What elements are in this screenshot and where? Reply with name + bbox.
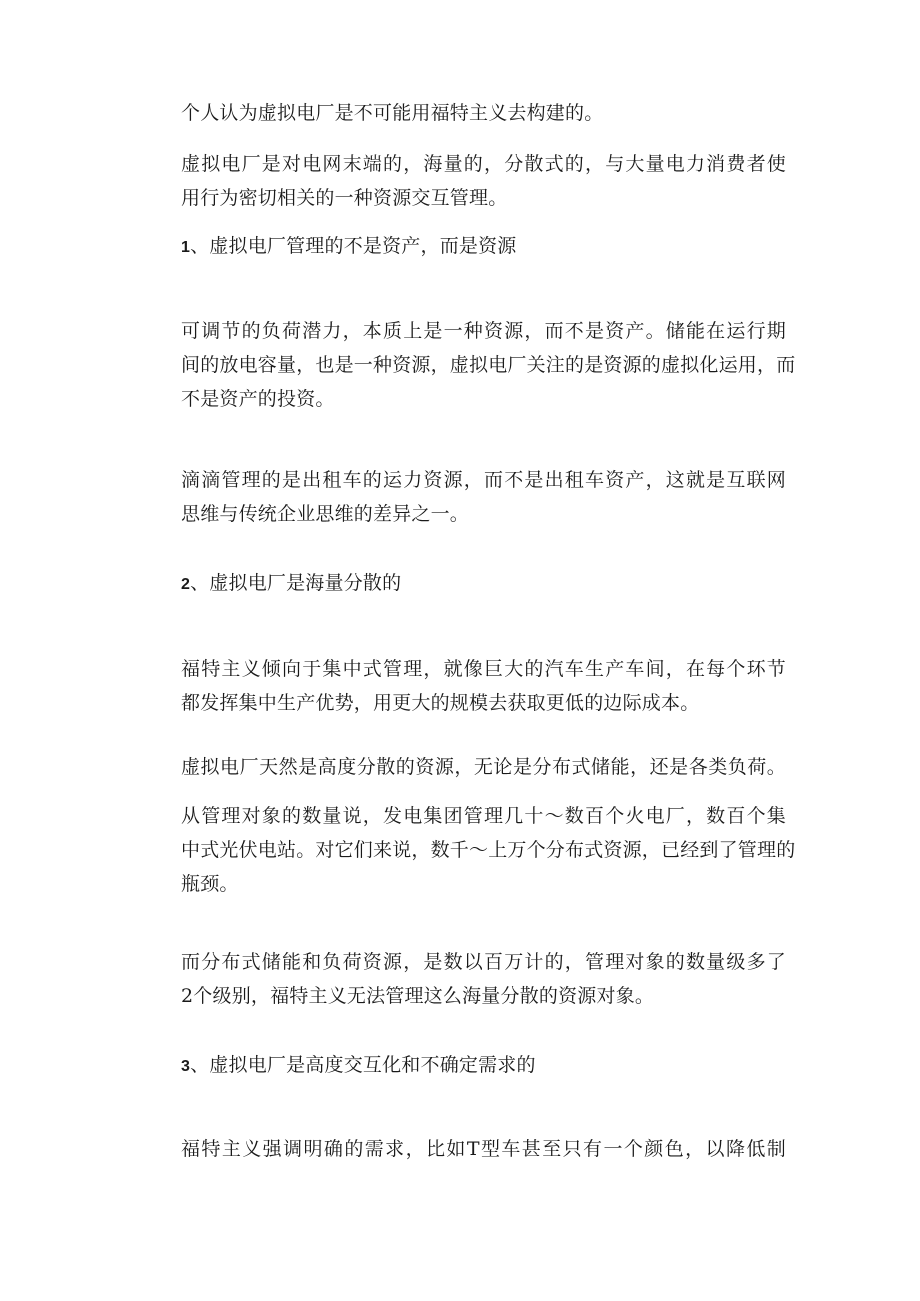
paragraph-line: 中式光伏电站。对它们来说，数千～上万个分布式资源，已经到了管理的 — [181, 839, 796, 861]
paragraph-line: 思维与传统企业思维的差异之一。 — [181, 503, 470, 525]
paragraph-line: 可调节的负荷潜力，本质上是一种资源，而不是资产。储能在运行期 — [181, 320, 786, 342]
paragraph-line: 个人认为虚拟电厂是不可能用福特主义去构建的。 — [181, 102, 604, 124]
section-heading-1 — [181, 229, 786, 265]
paragraph-line: 都发挥集中生产优势，用更大的规模去获取更低的边际成本。 — [181, 692, 700, 714]
heading-number: 3 — [181, 1058, 191, 1075]
paragraph-9 — [181, 1132, 786, 1166]
heading-number: 2 — [181, 576, 191, 593]
section-heading-2 — [181, 566, 786, 602]
paragraph-5 — [181, 652, 786, 720]
paragraph-line: 从管理对象的数量说，发电集团管理几十～数百个火电厂，数百个集 — [181, 805, 786, 827]
paragraph-line: 不是资产的投资。 — [181, 388, 335, 410]
paragraph-4 — [181, 463, 786, 531]
paragraph-line: 福特主义强调明确的需求，比如T型车甚至只有一个颜色，以降低制 — [181, 1138, 786, 1160]
paragraph-8 — [181, 945, 786, 1013]
paragraph-line: 用行为密切相关的一种资源交互管理。 — [181, 187, 508, 209]
heading-text: 、虚拟电厂是高度交互化和不确定需求的 — [190, 1054, 536, 1076]
paragraph-line: 间的放电容量，也是一种资源，虚拟电厂关注的是资源的虚拟化运用，而 — [181, 354, 796, 376]
paragraph-6 — [181, 750, 786, 784]
paragraph-line: 2个级别，福特主义无法管理这么海量分散的资源对象。 — [181, 985, 655, 1007]
heading-number: 1 — [181, 239, 191, 256]
paragraph-line: 滴滴管理的是出租车的运力资源，而不是出租车资产，这就是互联网 — [181, 469, 786, 491]
heading-text: 、虚拟电厂是海量分散的 — [190, 572, 402, 594]
paragraph-line: 瓶颈。 — [181, 873, 239, 895]
paragraph-7 — [181, 799, 796, 901]
paragraph-line: 虚拟电厂是对电网末端的，海量的，分散式的，与大量电力消费者使 — [181, 153, 786, 175]
paragraph-3 — [181, 314, 796, 416]
paragraph-line: 而分布式储能和负荷资源，是数以百万计的，管理对象的数量级多了 — [181, 951, 786, 973]
section-heading-3 — [181, 1048, 786, 1084]
paragraph-1 — [181, 96, 786, 130]
heading-text: 、虚拟电厂管理的不是资产，而是资源 — [190, 235, 517, 257]
paragraph-line: 福特主义倾向于集中式管理，就像巨大的汽车生产车间，在每个环节 — [181, 658, 786, 680]
paragraph-line: 虚拟电厂天然是高度分散的资源，无论是分布式储能，还是各类负荷。 — [181, 756, 786, 778]
paragraph-2 — [181, 147, 786, 215]
